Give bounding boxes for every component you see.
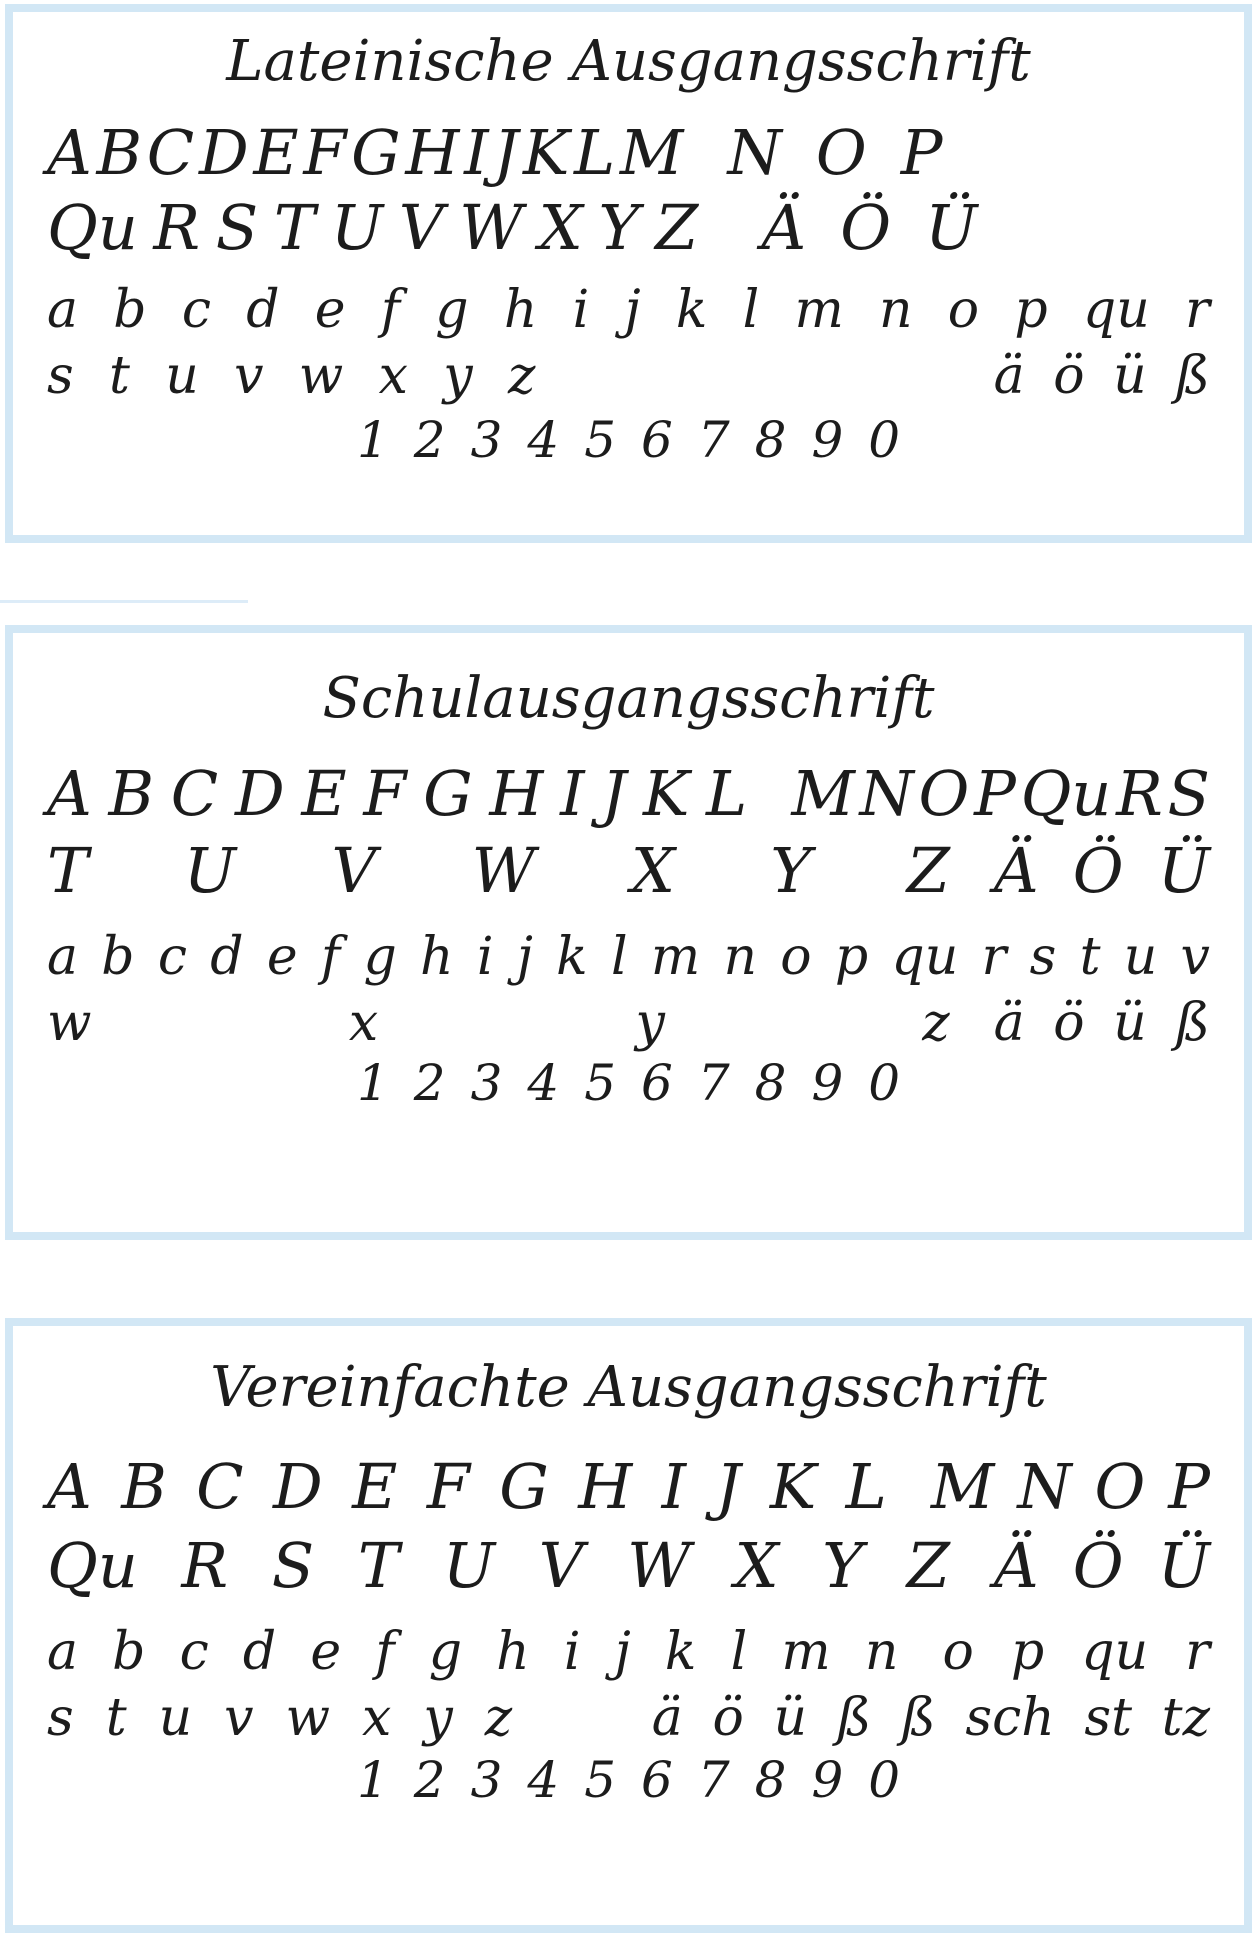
glyph: b — [113, 279, 147, 340]
glyph: Ö — [1072, 834, 1124, 908]
glyph: D — [273, 1450, 323, 1524]
glyph: i — [563, 1621, 581, 1682]
glyph: Ü — [1157, 1529, 1210, 1603]
glyph: g — [428, 1621, 462, 1682]
glyph: 4 — [527, 410, 560, 469]
uppercase-row-1 — [47, 116, 943, 190]
glyph: 2 — [413, 1750, 446, 1809]
glyph: Ä — [761, 191, 807, 265]
glyph: a — [47, 1621, 79, 1682]
glyph: o — [780, 926, 812, 987]
glyph-group-right — [930, 1450, 1210, 1524]
glyph-group-left — [47, 191, 699, 265]
glyph: 6 — [641, 1053, 673, 1112]
glyph: 3 — [470, 1750, 503, 1809]
glyph: k — [664, 1621, 697, 1682]
glyph: ß — [901, 1688, 936, 1749]
glyph: a — [47, 926, 79, 987]
glyph: N — [1017, 1450, 1072, 1524]
glyph-group-right — [993, 993, 1210, 1054]
glyph: n — [864, 1621, 899, 1682]
glyph: C — [146, 116, 195, 190]
glyph: G — [351, 116, 401, 190]
glyph: E — [352, 1450, 398, 1524]
glyph: ü — [773, 1688, 807, 1749]
glyph: T — [47, 834, 89, 908]
glyph: 2 — [413, 1053, 446, 1112]
glyph-group-right — [993, 346, 1210, 407]
glyph: Ö — [1072, 1529, 1124, 1603]
uppercase-row-2 — [47, 834, 1210, 908]
glyph: 4 — [527, 1750, 560, 1809]
glyph: r — [981, 926, 1007, 987]
glyph: T — [357, 1529, 400, 1603]
glyph-group-left — [47, 993, 950, 1054]
glyph: 9 — [811, 1750, 844, 1809]
glyph: h — [503, 279, 538, 340]
glyph: R — [1116, 757, 1163, 831]
glyph: e — [266, 926, 298, 987]
glyph-group-right — [791, 757, 1210, 831]
glyph: p — [834, 926, 869, 987]
glyph-group-left — [47, 1621, 899, 1682]
glyph: Ä — [993, 1529, 1039, 1603]
glyph: ä — [993, 346, 1025, 407]
glyph: S — [1167, 757, 1210, 831]
glyph: i — [572, 279, 590, 340]
glyph: U — [183, 834, 237, 908]
glyph: c — [157, 926, 187, 987]
glyph: 6 — [641, 1750, 673, 1809]
glyph: tz — [1161, 1688, 1210, 1749]
glyph-group-right — [727, 116, 943, 190]
glyph: N — [859, 757, 914, 831]
glyph: c — [181, 279, 211, 340]
glyph: st — [1084, 1688, 1132, 1749]
glyph: 8 — [754, 1053, 787, 1112]
glyph: F — [363, 757, 407, 831]
glyph: g — [435, 279, 469, 340]
glyph: L — [845, 1450, 887, 1524]
glyph: n — [723, 926, 757, 987]
glyph: w — [47, 993, 92, 1054]
glyph: o — [947, 279, 980, 340]
glyph: B — [108, 757, 155, 831]
glyph: K — [769, 1450, 817, 1524]
glyph: P — [1168, 1450, 1210, 1524]
glyph: c — [179, 1621, 209, 1682]
glyph: K — [642, 757, 690, 831]
glyph: y — [423, 1688, 453, 1749]
glyph: j — [624, 279, 641, 340]
glyph: 1 — [356, 1053, 389, 1112]
glyph: y — [635, 993, 665, 1054]
glyph: 5 — [584, 1053, 616, 1112]
glyph: 7 — [697, 1053, 730, 1112]
glyph: s — [47, 346, 74, 407]
glyph: P — [900, 116, 943, 190]
glyph: Y — [770, 834, 812, 908]
glyph: O — [815, 116, 867, 190]
glyph-group-right — [942, 1621, 1210, 1682]
glyph: k — [556, 926, 588, 987]
glyph: r — [1184, 279, 1210, 340]
glyph: G — [499, 1450, 549, 1524]
glyph: 5 — [584, 410, 616, 469]
glyph-group-left — [356, 1053, 901, 1112]
glyph: X — [630, 834, 675, 908]
glyph-rows — [47, 116, 1210, 469]
glyph: O — [918, 757, 970, 831]
uppercase-row-1 — [47, 757, 1210, 831]
glyph: 9 — [811, 410, 844, 469]
glyph: v — [1180, 926, 1210, 987]
glyph: m — [650, 926, 701, 987]
glyph: W — [459, 191, 524, 265]
glyph: L — [574, 116, 616, 190]
glyph-group-left — [47, 1529, 950, 1603]
lowercase-row-2 — [47, 993, 1210, 1054]
glyph: n — [879, 279, 913, 340]
glyph-group-left — [47, 346, 536, 407]
glyph: qu — [1082, 279, 1150, 340]
glyph: z — [508, 346, 536, 407]
glyph-group-right — [651, 1688, 1210, 1749]
glyph: R — [181, 1529, 229, 1603]
glyph: g — [363, 926, 397, 987]
glyph: E — [301, 757, 347, 831]
glyph: H — [578, 1450, 633, 1524]
glyph: j — [516, 926, 533, 987]
glyph-group-left — [47, 757, 748, 831]
panel-content — [13, 1355, 1244, 1809]
glyph: j — [614, 1621, 631, 1682]
glyph: b — [112, 1621, 146, 1682]
lowercase-row-2 — [47, 346, 1210, 407]
glyph: J — [715, 1450, 741, 1524]
glyph-group-left — [356, 1750, 901, 1809]
glyph: F — [303, 116, 347, 190]
glyph: I — [464, 116, 489, 190]
glyph: m — [781, 1621, 831, 1682]
uppercase-row-2 — [47, 1529, 1210, 1603]
glyph: V — [331, 834, 377, 908]
glyph: H — [405, 116, 460, 190]
glyph: D — [198, 116, 249, 190]
glyph: D — [234, 757, 285, 831]
glyph: t — [105, 1688, 127, 1749]
glyph: l — [742, 279, 760, 340]
glyph-group-left — [47, 116, 684, 190]
panel-schulausgangsschrift — [5, 625, 1252, 1240]
glyph-group-left — [47, 926, 1210, 987]
glyph: 4 — [527, 1053, 560, 1112]
glyph: X — [734, 1529, 779, 1603]
panel-content — [13, 29, 1244, 469]
glyph: t — [109, 346, 130, 407]
glyph: M — [930, 1450, 995, 1524]
glyph-group-left — [47, 1450, 887, 1524]
glyph: h — [496, 1621, 530, 1682]
uppercase-row-2 — [47, 191, 978, 265]
glyph: d — [210, 926, 244, 987]
glyph: 8 — [754, 1750, 787, 1809]
partial-separator-line — [0, 600, 248, 603]
glyph: 8 — [754, 410, 787, 469]
glyph: f — [380, 279, 401, 340]
glyph: v — [234, 346, 264, 407]
glyph: 0 — [868, 1053, 901, 1112]
glyph-group-left — [356, 410, 901, 469]
numbers-row — [47, 1750, 1210, 1809]
glyph: b — [101, 926, 135, 987]
glyph: e — [314, 279, 346, 340]
panel-vereinfachte-ausgangsschrift — [5, 1318, 1252, 1933]
glyph: Z — [906, 834, 950, 908]
glyph: p — [1014, 279, 1048, 340]
glyph: V — [398, 191, 444, 265]
glyph: U — [330, 191, 384, 265]
glyph: B — [121, 1450, 167, 1524]
glyph: J — [493, 116, 519, 190]
lowercase-row-1 — [47, 926, 1210, 987]
glyph: T — [273, 191, 316, 265]
glyph: v — [224, 1688, 254, 1749]
glyph: z — [922, 993, 950, 1054]
glyph: ö — [1053, 346, 1085, 407]
glyph: ä — [651, 1688, 683, 1749]
glyph: t — [1079, 926, 1101, 987]
glyph: L — [706, 757, 748, 831]
glyph: S — [215, 191, 259, 265]
glyph: C — [196, 1450, 244, 1524]
glyph: K — [522, 116, 570, 190]
glyph: 2 — [413, 410, 446, 469]
glyph: I — [560, 757, 585, 831]
glyph-rows — [47, 1450, 1210, 1809]
glyph: h — [420, 926, 454, 987]
glyph-group-right — [993, 1529, 1210, 1603]
glyph: X — [538, 191, 583, 265]
glyph: 9 — [811, 1053, 844, 1112]
glyph: Z — [655, 191, 699, 265]
glyph: u — [1123, 926, 1158, 987]
glyph-group-left — [47, 279, 1210, 340]
glyph: d — [246, 279, 280, 340]
glyph: Ü — [1157, 834, 1210, 908]
glyph-rows — [47, 757, 1210, 1112]
glyph: m — [794, 279, 844, 340]
glyph: a — [47, 279, 79, 340]
glyph: R — [153, 191, 201, 265]
glyph: e — [310, 1621, 342, 1682]
glyph: l — [730, 1621, 748, 1682]
glyph: Qu — [47, 1529, 138, 1603]
glyph: J — [601, 757, 627, 831]
glyph: ü — [1113, 346, 1147, 407]
glyph: U — [442, 1529, 496, 1603]
glyph: B — [96, 116, 143, 190]
glyph: u — [165, 346, 199, 407]
glyph: 3 — [470, 1053, 503, 1112]
glyph: Qu — [1020, 757, 1112, 831]
glyph: f — [320, 926, 341, 987]
glyph: I — [661, 1450, 687, 1524]
glyph: y — [443, 346, 473, 407]
glyph: 3 — [470, 410, 503, 469]
glyph: s — [47, 1688, 74, 1749]
panel-title: Vereinfachte Ausgangsschrift — [210, 1355, 1047, 1420]
glyph: O — [1094, 1450, 1146, 1524]
glyph: x — [348, 993, 379, 1054]
panel-title: Lateinische Ausgangsschrift — [226, 29, 1031, 94]
glyph: V — [538, 1529, 584, 1603]
glyph: k — [675, 279, 708, 340]
glyph: qu — [891, 926, 959, 987]
glyph: r — [1185, 1621, 1210, 1682]
glyph: W — [471, 834, 536, 908]
panel-lateinische-ausgangsschrift — [5, 4, 1252, 543]
glyph: M — [619, 116, 684, 190]
glyph: Qu — [47, 191, 138, 265]
glyph: qu — [1081, 1621, 1149, 1682]
glyph: 0 — [868, 410, 901, 469]
glyph: Y — [822, 1529, 864, 1603]
glyph: P — [974, 757, 1016, 831]
glyph: Ö — [840, 191, 892, 265]
glyph: 1 — [356, 410, 389, 469]
glyph: d — [242, 1621, 277, 1682]
glyph: 5 — [584, 1750, 616, 1809]
glyph: Y — [598, 191, 640, 265]
numbers-row — [47, 1053, 1210, 1112]
glyph: N — [727, 116, 782, 190]
glyph: ß — [1175, 346, 1210, 407]
glyph: ß — [836, 1688, 872, 1749]
glyph-group-left — [47, 1688, 513, 1749]
glyph: S — [271, 1529, 315, 1603]
glyph: G — [423, 757, 473, 831]
glyph: ä — [993, 993, 1025, 1054]
glyph: p — [1010, 1621, 1045, 1682]
glyph: C — [170, 757, 219, 831]
glyph: w — [285, 1688, 330, 1749]
glyph: H — [489, 757, 544, 831]
glyph: A — [47, 1450, 92, 1524]
numbers-row — [47, 410, 1210, 469]
lowercase-row-1 — [47, 279, 1210, 340]
glyph: F — [426, 1450, 470, 1524]
lowercase-row-1 — [47, 1621, 1210, 1682]
uppercase-row-1 — [47, 1450, 1210, 1524]
glyph: x — [378, 346, 408, 407]
glyph: f — [375, 1621, 395, 1682]
glyph: x — [362, 1688, 392, 1749]
glyph: s — [1029, 926, 1057, 987]
glyph: w — [298, 346, 344, 407]
glyph: A — [47, 116, 92, 190]
glyph-group-left — [47, 834, 950, 908]
glyph: Ü — [925, 191, 978, 265]
lowercase-row-2 — [47, 1688, 1210, 1749]
glyph: E — [253, 116, 299, 190]
panel-content — [13, 666, 1244, 1112]
glyph: 1 — [356, 1750, 389, 1809]
glyph: o — [942, 1621, 974, 1682]
glyph: Ä — [993, 834, 1039, 908]
glyph: ö — [1053, 993, 1085, 1054]
glyph-group-right — [761, 191, 978, 265]
glyph: A — [47, 757, 92, 831]
glyph: ß — [1175, 993, 1210, 1054]
glyph: 6 — [641, 410, 673, 469]
glyph: i — [476, 926, 494, 987]
glyph: sch — [965, 1688, 1055, 1749]
glyph: ö — [712, 1688, 744, 1749]
glyph: Z — [906, 1529, 950, 1603]
glyph: l — [610, 926, 628, 987]
glyph: z — [484, 1688, 513, 1749]
panel-title: Schulausgangsschrift — [322, 666, 935, 731]
glyph: W — [627, 1529, 691, 1603]
glyph: 7 — [697, 410, 730, 469]
glyph: u — [158, 1688, 193, 1749]
glyph: 0 — [868, 1750, 901, 1809]
glyph: ü — [1113, 993, 1147, 1054]
glyph: 7 — [697, 1750, 730, 1809]
glyph: M — [791, 757, 855, 831]
glyph-group-right — [993, 834, 1210, 908]
